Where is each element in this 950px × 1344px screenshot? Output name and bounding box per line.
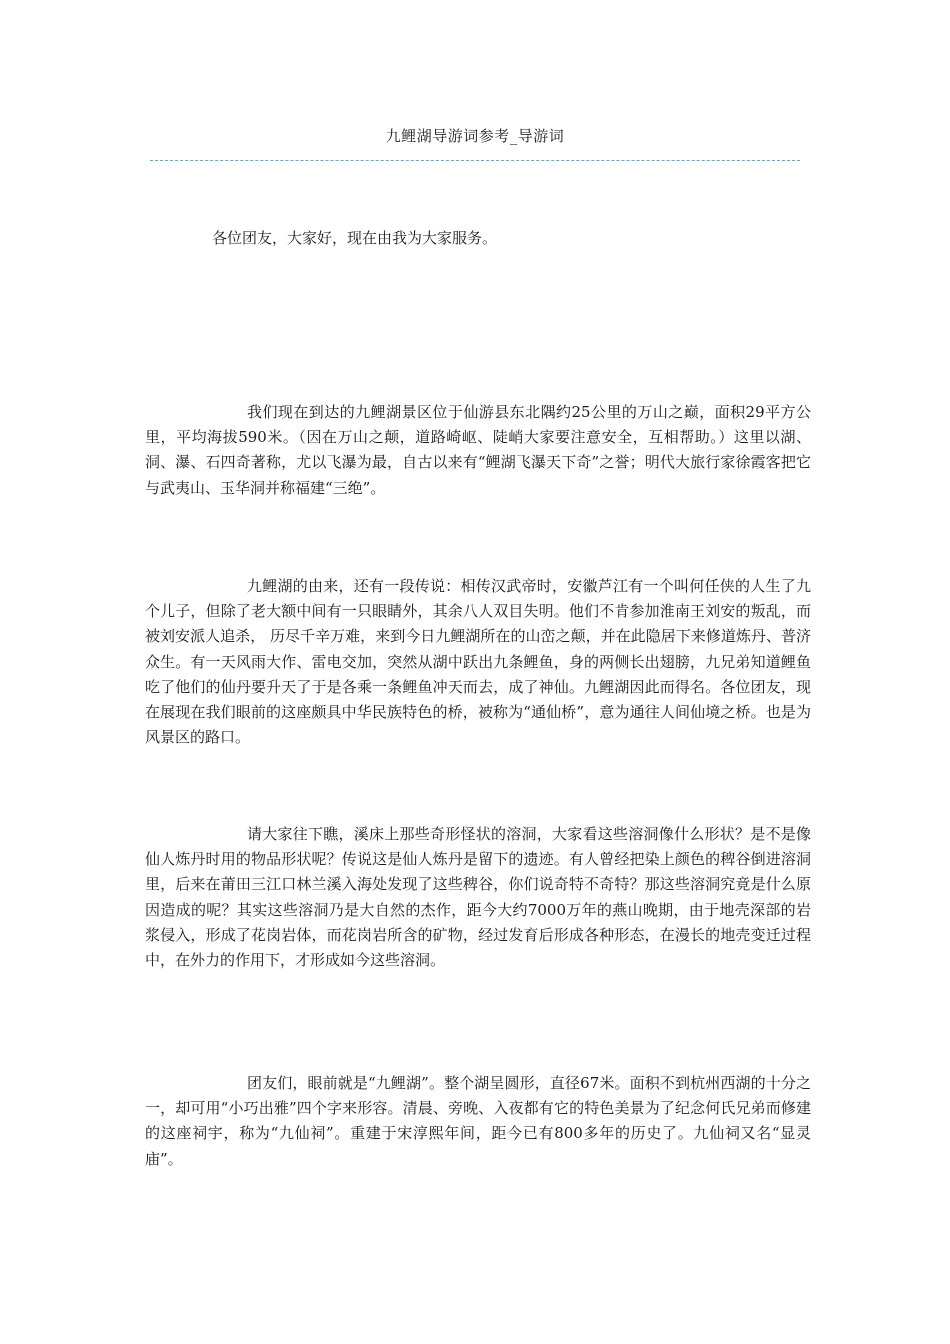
greeting-line: 各位团友，大家好，现在由我为大家服务。 xyxy=(212,229,498,247)
paragraph-location: 我们现在到达的九鲤湖景区位于仙游县东北隅约25公里的万山之巅，面积29平方公里，平均海拔590米。（因在万山之颠，道路崎岖、陡峭大家要注意安全，互相帮助。）这里以湖、洞、瀑、石四奇著称，尤以飞瀑为最，自古以来有“鲤湖飞瀑天下奇”之誉；明代大旅行家徐霞客把它与武夷山、玉华洞并称福建“三绝”。 xyxy=(145,403,811,497)
paragraph-lake: 团友们，眼前就是“九鲤湖”。整个湖呈圆形，直径67米。面积不到杭州西湖的十分之一，却可用“小巧出雅”四个字来形容。清晨、旁晚、入夜都有它的特色美景为了纪念何氏兄弟而修建的这座祠宇，称为“九仙祠”。重建于宋淳熙年间，距今已有800多年的历史了。九仙祠又名“显灵庙”。 xyxy=(145,1074,811,1168)
title-divider xyxy=(150,160,800,161)
paragraph-legend: 九鲤湖的由来，还有一段传说：相传汉武帝时，安徽芦江有一个叫何任侠的人生了九个儿子，但除了老大额中间有一只眼睛外，其余八人双目失明。他们不肯参加淮南王刘安的叛乱，而被刘安派人追杀， 历尽千辛万难，来到今日九鲤湖所在的山峦之颠，并在此隐居下来修道炼丹、普济众生。有一天风雨大作、雷电交加，突然从湖中跃出九条鲤鱼，身的两侧长出翅膀，九兄弟知道鲤鱼吃了他们的仙丹要升天了于是各乘一条鲤鱼冲天而去，成了神仙。九鲤湖因此而得名。各位团友，现在展现在我们眼前的这座颇具中华民族特色的桥，被称为“通仙桥”，意为通往人间仙境之桥。也是为风景区的路口。 xyxy=(145,577,811,747)
page-title: 九鲤湖导游词参考_导游词 xyxy=(385,127,565,145)
paragraph-caves: 请大家往下瞧，溪床上那些奇形怪状的溶洞，大家看这些溶洞像什么形状？是不是像仙人炼丹时用的物品形状呢？传说这是仙人炼丹是留下的遗迹。有人曾经把染上颜色的稗谷倒进溶洞里，后来在莆田三江口林兰溪入海处发现了这些稗谷，你们说奇特不奇特？那这些溶洞究竟是什么原因造成的呢？其实这些溶洞乃是大自然的杰作，距今大约7000万年的燕山晚期，由于地壳深部的岩浆侵入，形成了花岗岩体，而花岗岩所含的矿物，经过发育后形成各种形态，在漫长的地壳变迁过程中，在外力的作用下，才形成如今这些溶洞。 xyxy=(145,825,811,970)
